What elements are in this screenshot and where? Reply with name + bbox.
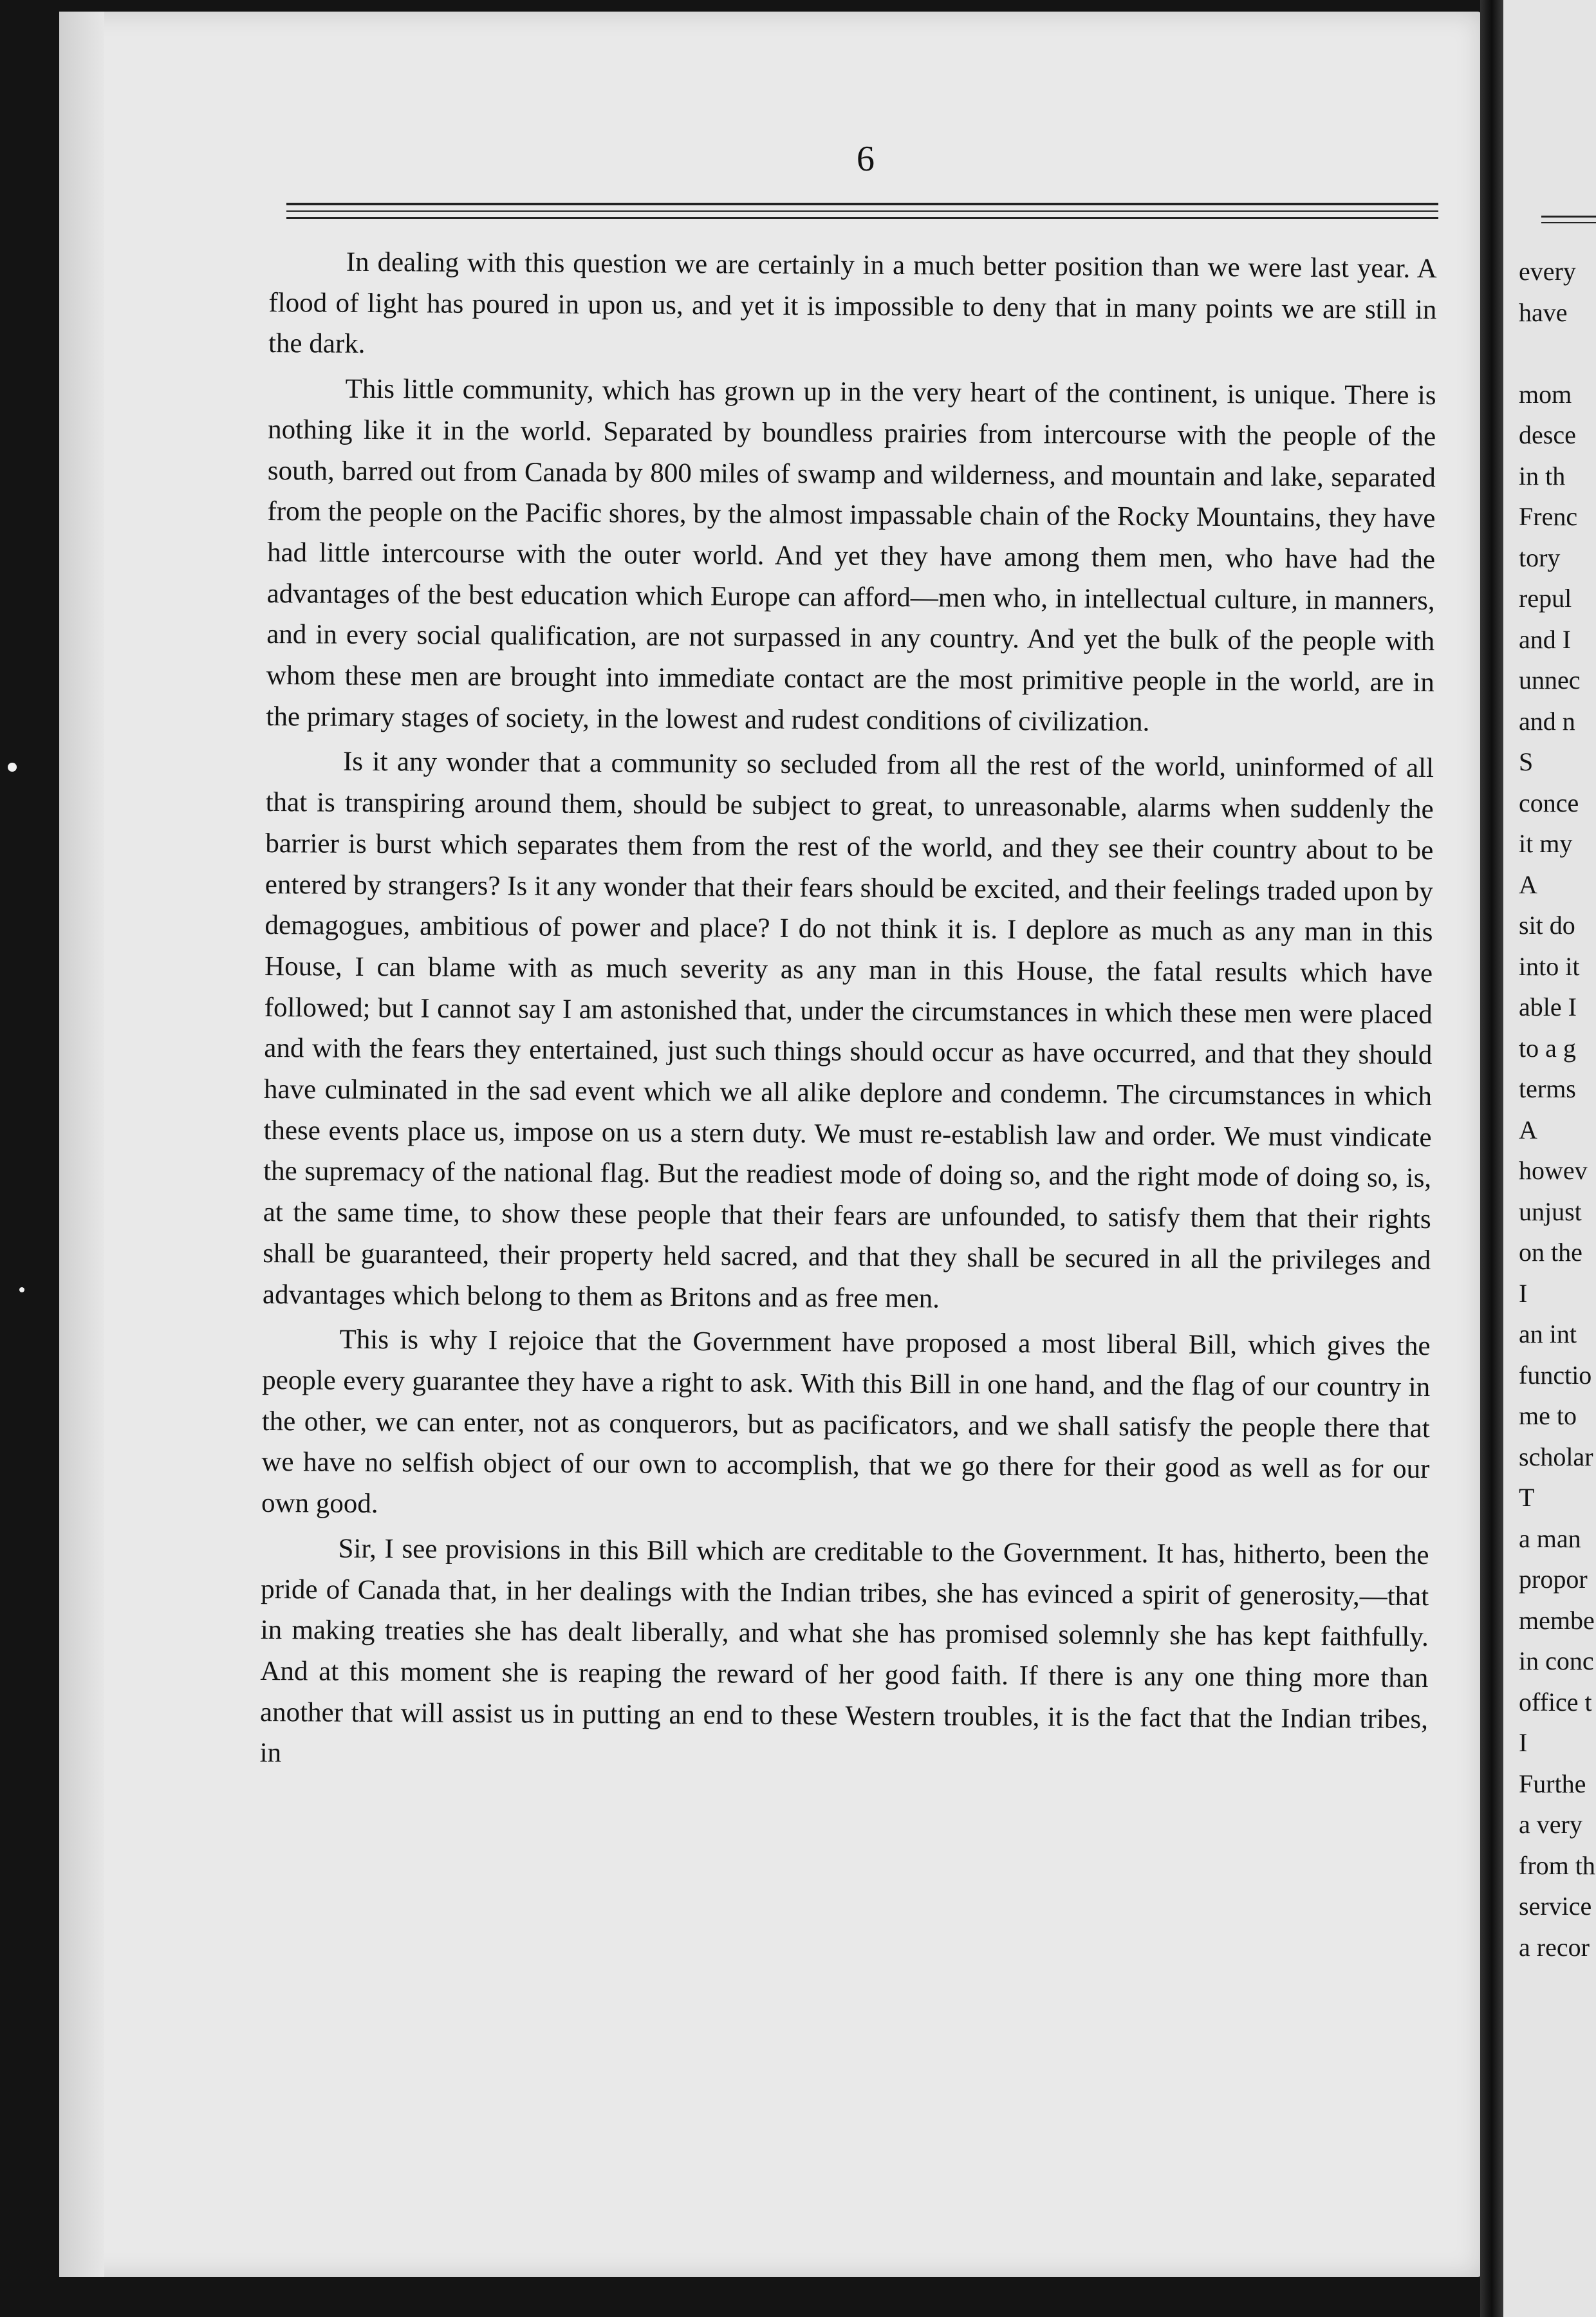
adjacent-line: and n xyxy=(1519,706,1575,736)
adjacent-line: T xyxy=(1519,1483,1535,1512)
scan-speck xyxy=(19,1287,24,1292)
adjacent-line: service xyxy=(1519,1892,1592,1921)
adjacent-line: every xyxy=(1519,257,1576,286)
adjacent-line: have xyxy=(1519,297,1568,327)
adjacent-header-rule xyxy=(1541,222,1596,223)
adjacent-line: into it xyxy=(1519,951,1580,981)
adjacent-line: terms xyxy=(1519,1074,1576,1103)
adjacent-line: A xyxy=(1519,1115,1537,1144)
gutter-shadow xyxy=(59,12,104,2277)
adjacent-line: able I xyxy=(1519,992,1577,1021)
header-rule xyxy=(286,217,1438,219)
adjacent-line: unjust xyxy=(1519,1196,1582,1226)
adjacent-line: from th xyxy=(1519,1850,1595,1880)
adjacent-line: I xyxy=(1519,1728,1528,1757)
adjacent-line: propor xyxy=(1519,1565,1588,1594)
paragraph: In dealing with this question we are certainly in a much better position than we were last year. A flood of light has poured in upon us, and yet it is impossible to deny that in many points we are still in the dark. xyxy=(268,247,1437,360)
adjacent-line: it my xyxy=(1519,829,1573,858)
adjacent-line: scholar xyxy=(1519,1442,1593,1471)
adjacent-line: Frenc xyxy=(1519,502,1578,531)
adjacent-line: desce xyxy=(1519,420,1576,449)
adjacent-line: functio xyxy=(1519,1360,1592,1390)
adjacent-line: a man xyxy=(1519,1523,1581,1553)
adjacent-line: A xyxy=(1519,870,1537,899)
adjacent-line: sit do xyxy=(1519,911,1575,940)
speech-text xyxy=(259,241,1437,1785)
adjacent-line: in th xyxy=(1519,461,1566,490)
header-rule xyxy=(286,210,1438,212)
adjacent-line: in conc xyxy=(1519,1646,1594,1675)
paragraph: This little community, which has grown up in the very heart of the continent, is unique. There is nothing like it in the world. Separated by boundless prairies from intercourse with the people of the south, barred out from Canada by 800 miles of swamp and wilderness, and mountain and lake, separated from the people on the Pacific shores, by the almost impassable chain of the Rocky Mountains, they have had little intercourse with the outer world. And yet they have among them men, who have had the advantages of the best education which Europe can afford—men who, in intellectual culture, in manners, and in every social qualification, are not surpassed in any country. And yet the bulk of the people with whom these men are brought into immediate contact are the most primitive people in the world, are in the primary stages of society, in the lowest and rudest conditions of civilization. xyxy=(266,373,1436,738)
adjacent-line: to a g xyxy=(1519,1033,1576,1063)
adjacent-line: Furthe xyxy=(1519,1769,1586,1798)
page-number: 6 xyxy=(857,139,875,179)
adjacent-line: S xyxy=(1519,747,1534,776)
adjacent-line: membe xyxy=(1519,1605,1595,1635)
adjacent-line: on the xyxy=(1519,1238,1582,1267)
adjacent-header-rule xyxy=(1541,216,1596,218)
scan-speck xyxy=(8,763,17,772)
adjacent-line xyxy=(1519,333,1596,374)
adjacent-line: mom xyxy=(1519,379,1572,409)
adjacent-page-text xyxy=(1519,251,1596,1968)
adjacent-line: conce xyxy=(1519,788,1579,817)
paragraph: Sir, I see provisions in this Bill which are creditable to the Government. It has, hitherto, been the pride of Canada that, in her dealings with the Indian tribes, she has evinced a spirit of generosity,—that in making treaties she has dealt liberally, and what she has promised solemnly she has kept faithfully. And at this moment she is reaping the reward of her good faith. If there is any one thing more than another that will assist us in putting an end to these Western troubles, it is the fact that the Indian tribes, in xyxy=(259,1533,1429,1769)
adjacent-line: a very xyxy=(1519,1810,1582,1839)
book-fold xyxy=(1480,0,1503,2317)
adjacent-line: unnec xyxy=(1519,665,1581,694)
adjacent-line: I xyxy=(1519,1278,1528,1308)
adjacent-line: tory xyxy=(1519,543,1561,572)
adjacent-line: an int xyxy=(1519,1319,1577,1348)
adjacent-line: repul xyxy=(1519,584,1572,613)
adjacent-line: and I xyxy=(1519,624,1572,654)
adjacent-line: office t xyxy=(1519,1687,1592,1717)
adjacent-line: a recor xyxy=(1519,1932,1590,1962)
paragraph: This is why I rejoice that the Government have proposed a most liberal Bill, which gives the people every guarantee they have a right to ask. With this Bill in one hand, and the flag of our country in the other, we can enter, not as conquerors, but as pacificators, and we shall satisfy the people there that we have no selfish object of our own to accomplish, that we go there for their good as well as for our own good. xyxy=(261,1324,1431,1520)
adjacent-line: me to xyxy=(1519,1401,1577,1430)
header-rule xyxy=(286,203,1438,205)
adjacent-line: howev xyxy=(1519,1156,1588,1185)
paragraph: Is it any wonder that a community so secluded from all the rest of the world, uninformed of all that is transpiring around them, should be subject to great, to unreasonable, alarms when suddenly the barrier is burst which separates them from the rest of the world, and they see their country about to be entered by strangers? Is it any wonder that their fears should be excited, and their feelings traded upon by demagogues, ambitious of power and place? I do not think it is. I deplore as much as any man in this House, I can blame with as much severity as any man in this House, the fatal results which have followed; but I cannot say I am astonished that, under the circumstances in which these men were placed and with the fears they entertained, just such things should occur as have occurred, and that they should have culminated in the sad event which we all alike deplore and condemn. The circumstances in which these events place us, impose on us a stern duty. We must re-establish law and order. We must vindicate the supremacy of the national flag. But the readiest mode of doing so, and the right mode of doing so, is, at the same time, to show these people that their fears are unfounded, to satisfy them that their rights shall be guaranteed, their property held sacred, and that they shall be secured in all the privileges and advantages which belong to them as Britons and as free men. xyxy=(262,747,1434,1314)
